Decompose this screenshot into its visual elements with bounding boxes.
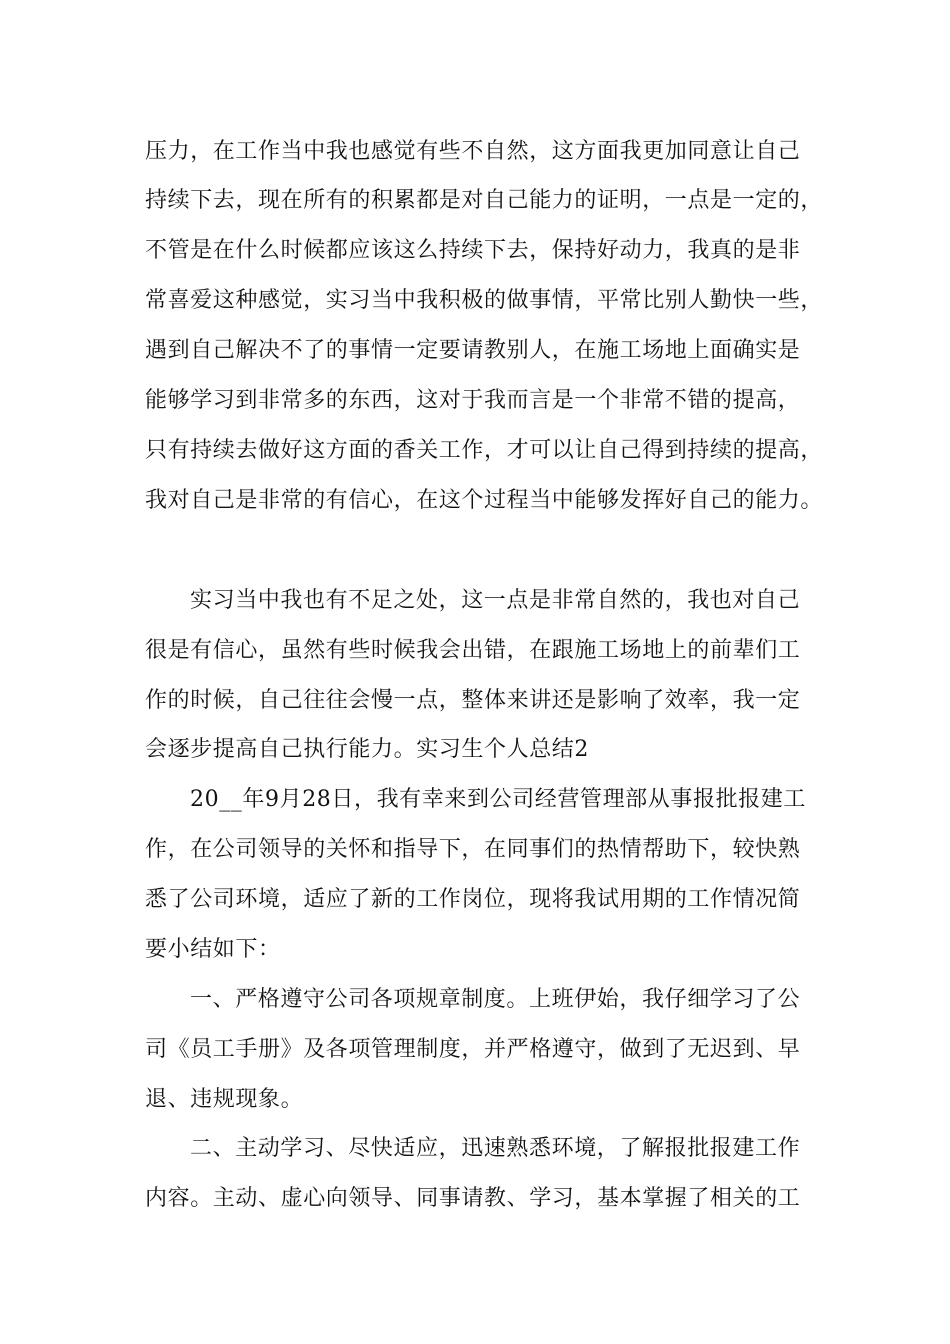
text-line: 遇到自己解决不了的事情一定要请教别人，在施工场地上面确实是: [145, 338, 801, 363]
text-line: 司《员工手册》及各项管理制度，并严格遵守，做到了无迟到、早: [145, 1037, 801, 1062]
text-line: 会逐步提高自己执行能力。实习生个人总结2: [145, 737, 589, 762]
text-line: 不管是在什么时候都应该这么持续下去，保持好动力，我真的是非: [145, 238, 801, 263]
text-line: 常喜爱这种感觉，实习当中我积极的做事情，平常比别人勤快一些，: [145, 288, 824, 313]
text-line: 悉了公司环境，适应了新的工作岗位，现将我试用期的工作情况简: [145, 887, 801, 912]
text-line: 20__年9月28日，我有幸来到公司经营管理部从事报批报建工: [190, 787, 806, 812]
text-line: 二、主动学习、尽快适应，迅速熟悉环境，了解报批报建工作: [190, 1136, 801, 1161]
text-line: 一、严格遵守公司各项规章制度。上班伊始，我仔细学习了公: [190, 987, 801, 1012]
text-line: 内容。主动、虚心向领导、同事请教、学习，基本掌握了相关的工: [145, 1186, 801, 1211]
text-line: 持续下去，现在所有的积累都是对自己能力的证明，一点是一定的，: [145, 188, 824, 213]
text-line: 要小结如下：: [145, 937, 281, 962]
text-line: 退、违规现象。: [145, 1087, 304, 1112]
text-line: 作的时候，自己往往会慢一点，整体来讲还是影响了效率，我一定: [145, 688, 801, 713]
text-line: 实习当中我也有不足之处，这一点是非常自然的，我也对自己: [190, 588, 801, 613]
text-line: 只有持续去做好这方面的香关工作，才可以让自己得到持续的提高，: [145, 438, 824, 463]
text-line: 作，在公司领导的关怀和指导下，在同事们的热情帮助下，较快熟: [145, 837, 801, 862]
text-line: 很是有信心，虽然有些时候我会出错，在跟施工场地上的前辈们工: [145, 638, 801, 663]
text-line: 能够学习到非常多的东西，这对于我而言是一个非常不错的提高，: [145, 388, 801, 413]
text-line: 压力，在工作当中我也感觉有些不自然，这方面我更加同意让自己: [145, 139, 801, 164]
text-line: 我对自己是非常的有信心，在这个过程当中能够发挥好自己的能力。: [145, 488, 824, 513]
